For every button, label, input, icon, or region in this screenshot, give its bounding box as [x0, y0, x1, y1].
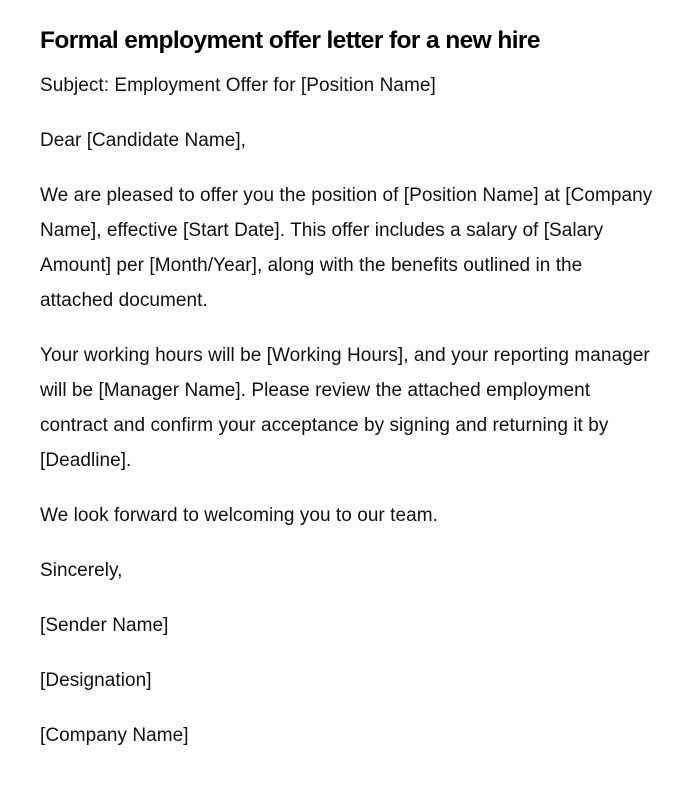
body-paragraph-offer: We are pleased to offer you the position of [Position Name] at [Company Name], effective [Start Date]. This offer includes a salary of [Salary Amount] per [Month/Year], along with the benefits outlined in the attached document.	[40, 185, 653, 311]
closing: Sincerely,	[40, 560, 123, 581]
sender-company-name: [Company Name]	[40, 725, 189, 746]
salutation: Dear [Candidate Name],	[40, 130, 246, 151]
sender-designation: [Designation]	[40, 670, 152, 691]
subject-line: Subject: Employment Offer for [Position Name]	[40, 75, 436, 96]
document-title: Formal employment offer letter for a new hire	[40, 27, 540, 54]
body-paragraph-welcome: We look forward to welcoming you to our team.	[40, 505, 438, 526]
body-paragraph-working-hours: Your working hours will be [Working Hours], and your reporting manager will be [Manager Name]. Please review the attached employment contract and confirm your acceptance by signing and returning it by [Deadline].	[40, 345, 650, 471]
sender-name: [Sender Name]	[40, 615, 169, 636]
